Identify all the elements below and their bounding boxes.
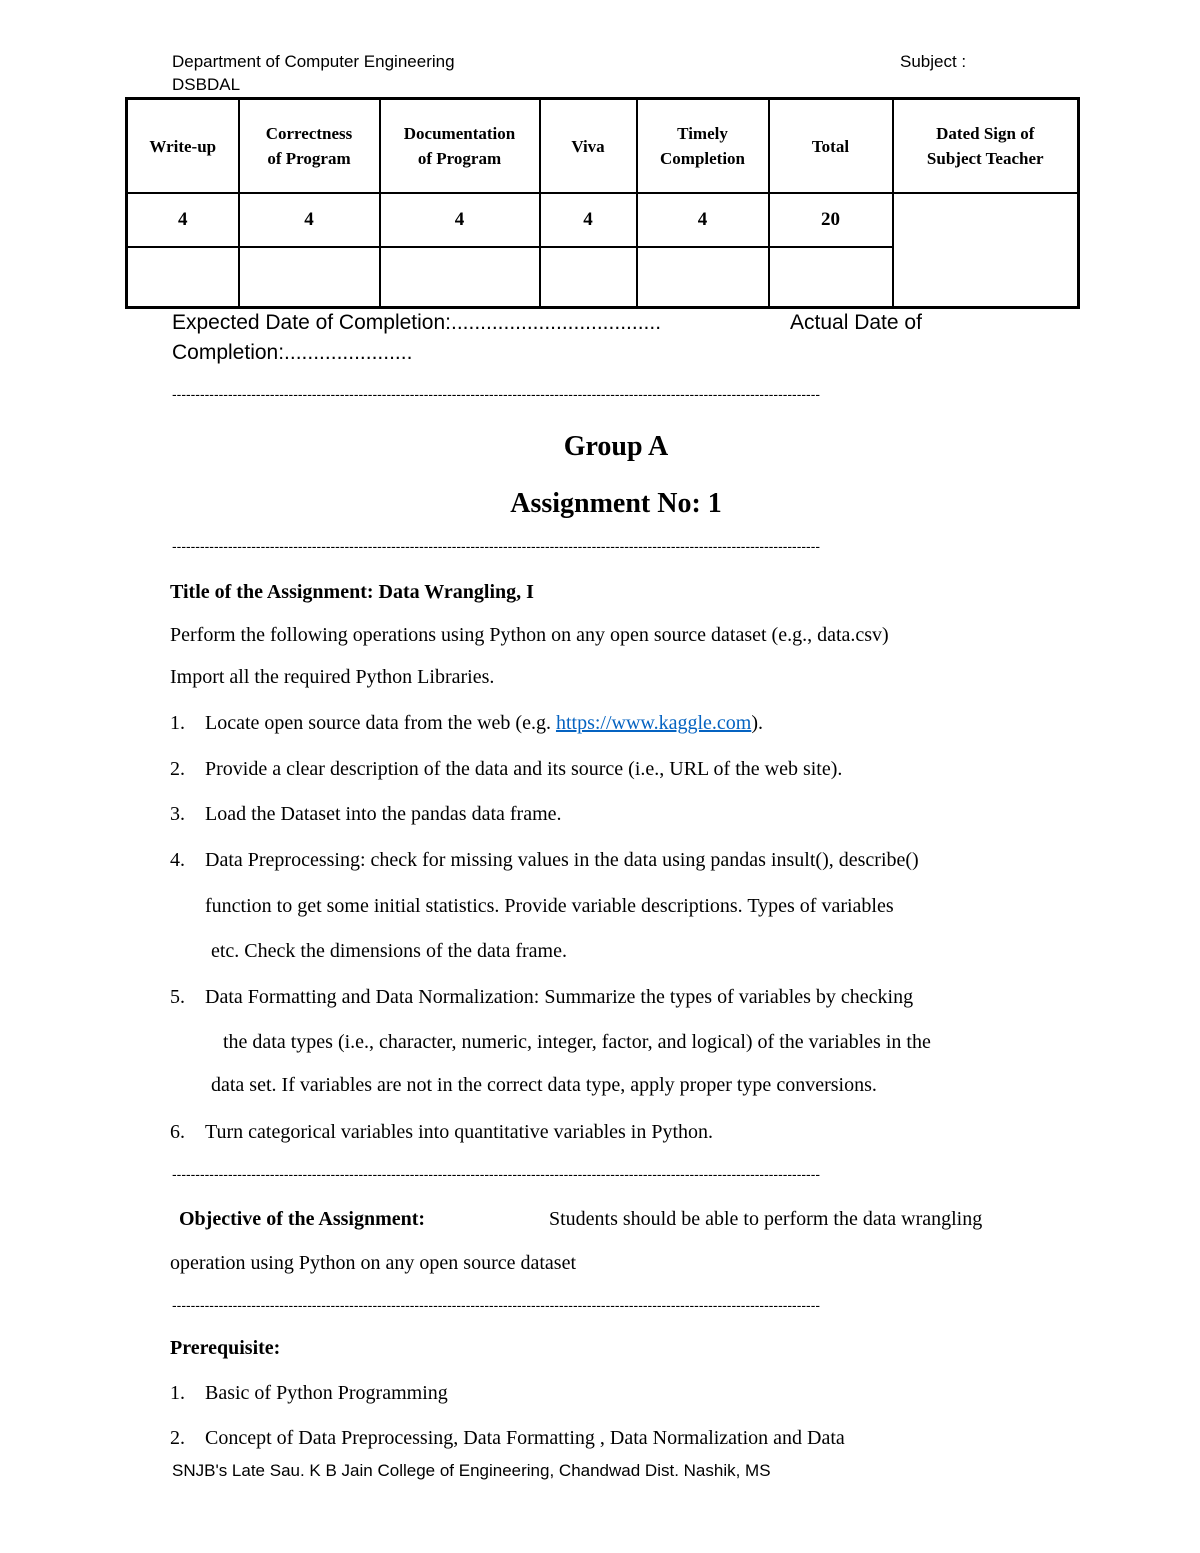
group-heading: Group A	[563, 431, 669, 462]
objective-text-1: Students should be able to perform the data wrangling	[549, 1208, 983, 1230]
prerequisite-number: 2.	[170, 1427, 185, 1449]
actual-date-completion: Completion:......................	[172, 341, 413, 364]
task-item-5-line-2: the data types (i.e., character, numeric, integer, factor, and logical) of the variables in the	[223, 1031, 931, 1053]
max-writeup: 4	[127, 193, 239, 247]
marks-table	[125, 97, 1080, 309]
assignment-heading: Assignment No: 1	[510, 488, 722, 519]
task-item-4-line-3: etc. Check the dimensions of the data frame.	[211, 940, 567, 962]
task-item-2: 2. Provide a clear description of the data and its source (i.e., URL of the web site).	[170, 758, 843, 780]
header-writeup: Write-up	[127, 99, 239, 194]
prerequisite-item-2: 2. Concept of Data Preprocessing, Data Formatting , Data Normalization and Data	[170, 1427, 845, 1449]
prerequisite-item-1: 1. Basic of Python Programming	[170, 1382, 448, 1404]
header-timely: Timely Completion	[637, 99, 769, 194]
header-correctness: Correctness of Program	[239, 99, 380, 194]
max-timely: 4	[637, 193, 769, 247]
assignment-title: Title of the Assignment: Data Wrangling, I	[170, 581, 534, 603]
task-number: 4.	[170, 849, 185, 871]
task-item-4-line-2: function to get some initial statistics. Provide variable descriptions. Types of variables	[205, 895, 894, 917]
task-item-3: 3. Load the Dataset into the pandas data frame.	[170, 803, 562, 825]
divider: -------------------------------------------------------------------------------------------------------------------------------------------	[172, 1166, 821, 1182]
intro-line-2: Import all the required Python Libraries.	[170, 666, 495, 688]
header-documentation: Documentation of Program	[380, 99, 540, 194]
max-documentation: 4	[380, 193, 540, 247]
prerequisite-number: 1.	[170, 1382, 185, 1404]
task-item-6: 6. Turn categorical variables into quantitative variables in Python.	[170, 1121, 714, 1143]
kaggle-link[interactable]: https://www.kaggle.com	[555, 712, 752, 734]
header-sign: Dated Sign of Subject Teacher	[893, 99, 1079, 194]
divider: -------------------------------------------------------------------------------------------------------------------------------------------	[172, 538, 821, 554]
subject-label: Subject :	[900, 52, 967, 71]
objective-label: Objective of the Assignment:	[179, 1208, 426, 1230]
task-number: 6.	[170, 1121, 185, 1143]
header-viva: Viva	[540, 99, 637, 194]
divider: -------------------------------------------------------------------------------------------------------------------------------------------	[172, 386, 821, 402]
obtained-viva	[540, 247, 637, 308]
obtained-documentation	[380, 247, 540, 308]
max-marks-row	[127, 193, 1079, 247]
department-name: Department of Computer Engineering	[172, 52, 455, 71]
max-correctness: 4	[239, 193, 380, 247]
marks-header-row	[127, 99, 1079, 194]
actual-date-label: Actual Date of	[790, 311, 922, 334]
task-item-1: 1. Locate open source data from the web (e.g. https://www.kaggle.com).	[170, 712, 763, 734]
task-item-5-line-3: data set. If variables are not in the correct data type, apply proper type conversions.	[211, 1074, 877, 1096]
prerequisite-label: Prerequisite:	[170, 1337, 281, 1359]
task-item-5: 5. Data Formatting and Data Normalization: Summarize the types of variables by checking	[170, 986, 914, 1008]
obtained-total	[769, 247, 893, 308]
task-number: 5.	[170, 986, 185, 1008]
max-viva: 4	[540, 193, 637, 247]
task-number: 3.	[170, 803, 185, 825]
obtained-correctness	[239, 247, 380, 308]
task-number: 1.	[170, 712, 185, 734]
task-number: 2.	[170, 758, 185, 780]
sign-cell	[893, 193, 1079, 308]
page-footer: SNJB's Late Sau. K B Jain College of Engineering, Chandwad Dist. Nashik, MS	[172, 1461, 771, 1480]
intro-line-1: Perform the following operations using Python on any open source dataset (e.g., data.csv)	[170, 624, 889, 646]
divider: -------------------------------------------------------------------------------------------------------------------------------------------	[172, 1297, 821, 1313]
header-total: Total	[769, 99, 893, 194]
task-item-4: 4. Data Preprocessing: check for missing values in the data using pandas insult(), describe()	[170, 849, 919, 871]
objective-text-2: operation using Python on any open source dataset	[170, 1252, 577, 1274]
obtained-timely	[637, 247, 769, 308]
expected-date: Expected Date of Completion:....................................	[172, 311, 662, 334]
obtained-writeup	[127, 247, 239, 308]
subject-value: DSBDAL	[172, 75, 241, 94]
max-total: 20	[769, 193, 893, 247]
